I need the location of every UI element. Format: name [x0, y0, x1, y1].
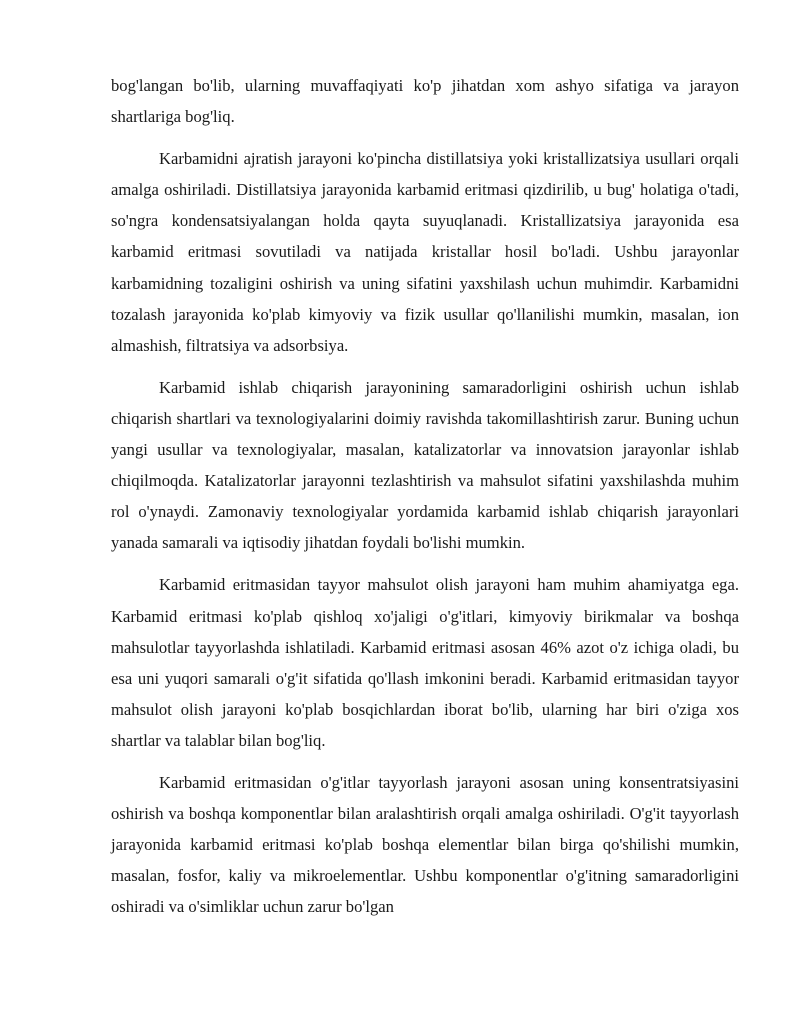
paragraph-finished-product: Karbamid eritmasidan tayyor mahsulot olish jarayoni ham muhim ahamiyatga ega. Karbamid eritmasi ko'plab qishloq xo'jaligi o'g'itlari, kimyoviy birikmalar va boshqa mahsulotlar tayyorlashda ishlatiladi. Karbamid eritmasi asosan 46% azot o'z ichiga oladi, bu esa uni yuqori samarali o'g'it sifatida qo'llash imkonini beradi. Karbamid eritmasidan tayyor mahsulot olish jarayoni ko'plab bosqichlardan iborat bo'lib, ularning har biri o'ziga xos shartlar va talablar bilan bog'liq. — [111, 575, 739, 750]
document-body — [111, 70, 739, 933]
paragraph-continuation: bog'langan bo'lib, ularning muvaffaqiyati ko'p jihatdan xom ashyo sifatiga va jarayon shartlariga bog'liq. — [111, 76, 739, 127]
paragraph-fertilizer-preparation: Karbamid eritmasidan o'g'itlar tayyorlash jarayoni asosan uning konsentratsiyasini oshirish va boshqa komponentlar bilan aralashtirish orqali amalga oshiriladi. O'g'it tayyorlash jarayonida karbamid eritmasi ko'plab boshqa elementlar bilan birga qo'shilishi mumkin, masalan, fosfor, kaliy va mikroelementlar. Ushbu komponentlar o'g'itning samaradorligini oshiradi va o'simliklar uchun zarur bo'lgan — [111, 772, 739, 917]
paragraph-production-efficiency: Karbamid ishlab chiqarish jarayonining samaradorligini oshirish uchun ishlab chiqarish shartlari va texnologiyalarini doimiy ravishda takomillashtirish zarur. Buning uchun yangi usullar va texnologiyalar, masalan, katalizatorlar va innovatsion jarayonlar ishlab chiqilmoqda. Katalizatorlar jarayonni tezlashtirish va mahsulot sifatini yaxshilashda muhim rol o'ynaydi. Zamonaviy texnologiyalar yordamida karbamid ishlab chiqarish jarayonlari yanada samarali va iqtisodiy jihatdan foydali bo'lishi mumkin. — [111, 377, 739, 553]
paragraph-urea-separation: Karbamidni ajratish jarayoni ko'pincha distillatsiya yoki kristallizatsiya usullari orqali amalga oshiriladi. Distillatsiya jarayonida karbamid eritmasi qizdirilib, u bug' holatiga o'tadi, so'ngra kondensatsiyalangan holda qayta suyuqlanadi. Kristallizatsiya jarayonida esa karbamid eritmasi sovutiladi va natijada kristallar hosil bo'ladi. Ushbu jarayonlar karbamidning tozaligini oshirish va uning sifatini yaxshilash uchun muhimdir. Karbamidni tozalash jarayonida ko'plab kimyoviy va fizik usullar qo'llanilishi mumkin, masalan, ion almashish, filtratsiya va adsorbsiya. — [111, 149, 739, 355]
